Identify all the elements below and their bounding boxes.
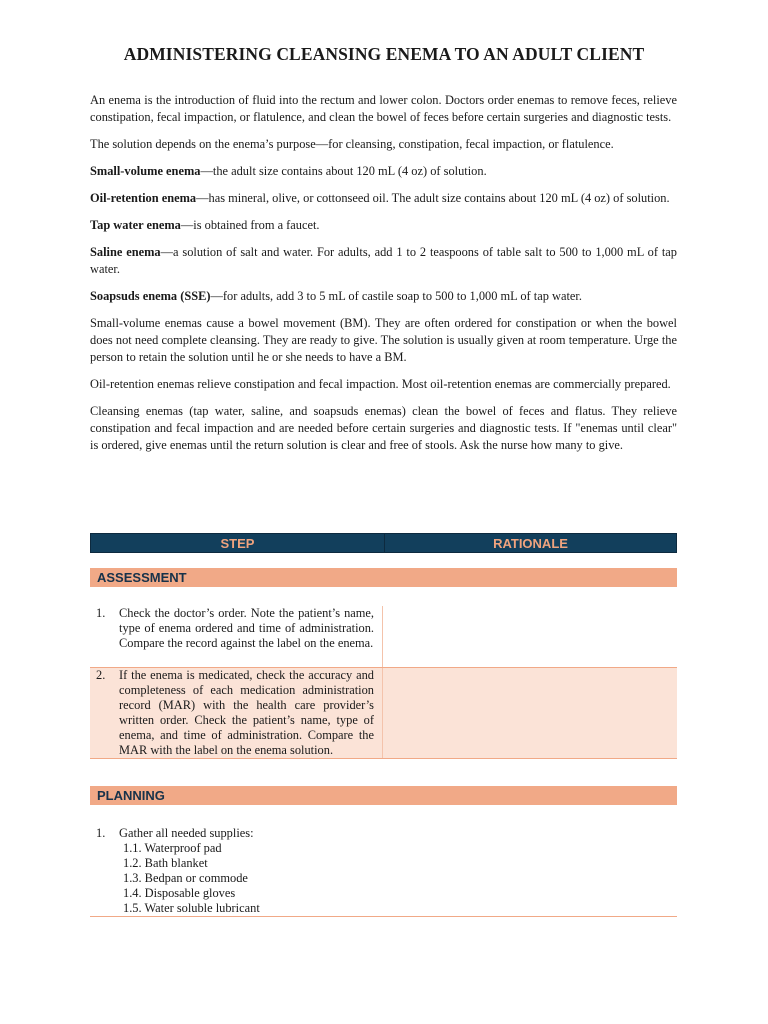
document-title: ADMINISTERING CLEANSING ENEMA TO AN ADULT CLIENT	[123, 44, 645, 64]
step-cell	[90, 606, 383, 667]
enema-type-item	[90, 190, 677, 207]
step-number: 1.	[96, 826, 106, 840]
enema-type-desc: —for adults, add 3 to 5 mL of castile soap to 500 to 1,000 mL of tap water.	[210, 289, 582, 303]
table-header	[90, 533, 677, 553]
enema-type-item	[90, 217, 677, 234]
step-text: Check the doctor’s order. Note the patient’s name, type of enema ordered and time of administration. Compare the record against the label on the enema.	[119, 606, 374, 650]
step-number: 2.	[96, 668, 106, 682]
table-row	[90, 826, 677, 917]
intro-text	[90, 92, 677, 464]
enema-type-term: Oil-retention enema	[90, 191, 197, 205]
step-text: If the enema is medicated, check the accuracy and completeness of each medication administration record (MAR) with the health care provider’s written order. Check the patient’s name, type of enema, and time of administration. Compare the MAR with the label on the enema solution.	[119, 668, 374, 757]
enema-type-desc: —has mineral, olive, or cottonseed oil. The adult size contains about 120 mL (4 oz) of solution.	[196, 191, 670, 205]
step-number: 1.	[96, 606, 106, 620]
step-cell	[90, 826, 490, 916]
enema-type-item	[90, 244, 677, 278]
enema-type-term: Saline enema	[90, 245, 161, 259]
rationale-cell	[383, 668, 677, 758]
supply-item: 1.3. Bedpan or commode	[123, 871, 248, 885]
enema-type-item	[90, 163, 677, 180]
supply-item: 1.1. Waterproof pad	[123, 841, 222, 855]
rationale-cell	[383, 606, 677, 667]
step-column-header: STEP	[91, 534, 385, 552]
enema-type-desc: —is obtained from a faucet.	[180, 218, 320, 232]
step-cell	[90, 668, 383, 758]
intro-paragraph: The solution depends on the enema’s purpose—for cleansing, constipation, fecal impaction, or flatulence.	[90, 137, 614, 151]
step-text: Gather all needed supplies:	[119, 826, 254, 840]
enema-type-term: Soapsuds enema (SSE)	[90, 289, 211, 303]
supply-item: 1.4. Disposable gloves	[123, 886, 236, 900]
intro-paragraph: Small-volume enemas cause a bowel movement (BM). They are often ordered for constipation or when the bowel does not need complete cleansing. They are ready to give. The solution is usually given at room temperature. Urge the person to retain the solution until he or she needs to have a BM.	[90, 316, 677, 364]
supply-item: 1.5. Water soluble lubricant	[123, 901, 260, 915]
enema-type-desc: —the adult size contains about 120 mL (4 oz) of solution.	[200, 164, 487, 178]
table-row	[90, 668, 677, 759]
enema-type-term: Small-volume enema	[90, 164, 201, 178]
supply-item: 1.2. Bath blanket	[123, 856, 208, 870]
rationale-column-header: RATIONALE	[493, 535, 568, 551]
enema-type-desc: —a solution of salt and water. For adults, add 1 to 2 teaspoons of table salt to 500 to 1,000 mL of tap water.	[90, 245, 677, 276]
intro-paragraph: Oil-retention enemas relieve constipation and fecal impaction. Most oil-retention enemas are commercially prepared.	[90, 377, 671, 391]
enema-type-item	[90, 288, 677, 305]
table-row	[90, 606, 677, 668]
intro-paragraph: Cleansing enemas (tap water, saline, and soapsuds enemas) clean the bowel of feces and flatus. They relieve constipation and fecal impaction and are needed before certain surgeries and diagnostic tests. If "enemas until clear" is ordered, give enemas until the return solution is clear and free of stools. Ask the nurse how many to give.	[90, 404, 677, 452]
section-header-assessment: ASSESSMENT	[90, 568, 677, 587]
enema-type-term: Tap water enema	[90, 218, 181, 232]
section-header-planning: PLANNING	[90, 786, 677, 805]
intro-paragraph: An enema is the introduction of fluid into the rectum and lower colon. Doctors order enemas to remove feces, relieve constipation, fecal impaction, or flatulence, and clean the bowel of feces before certain surgeries and diagnostic tests.	[90, 93, 677, 124]
